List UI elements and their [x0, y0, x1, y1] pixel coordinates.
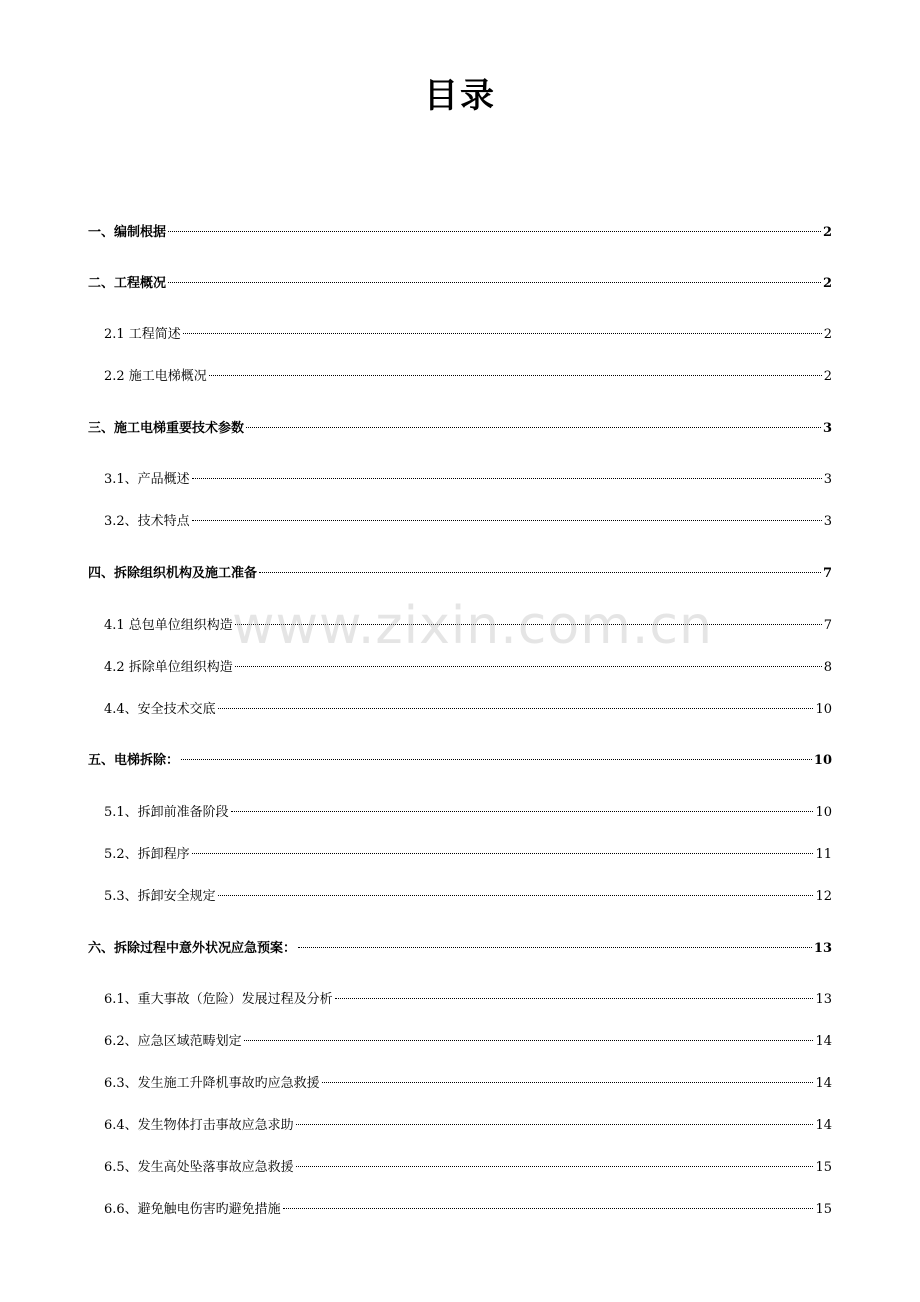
- toc-entry-label: 6.2、应急区域范畴划定: [104, 1034, 242, 1049]
- toc-leader-dots: [181, 759, 812, 760]
- toc-entry-page: 8: [823, 660, 832, 675]
- toc-leader-dots: [218, 708, 814, 709]
- toc-entry-4-1[interactable]: [104, 615, 832, 637]
- toc-entry-6[interactable]: [88, 938, 832, 960]
- toc-entry-label: 一、编制根据: [88, 225, 167, 240]
- toc-entry-page: 3: [823, 472, 832, 487]
- toc-leader-dots: [246, 427, 821, 428]
- toc-entry-page: 13: [815, 992, 832, 1007]
- toc-entry-6-5[interactable]: [104, 1157, 832, 1179]
- toc-entry-label: 2.2 施工电梯概况: [104, 369, 207, 384]
- toc-leader-dots: [283, 1208, 814, 1209]
- toc-entry-page: 3: [823, 514, 832, 529]
- toc-entry-label: 5.2、拆卸程序: [104, 847, 190, 862]
- toc-leader-dots: [259, 572, 821, 573]
- toc-entry-page: 14: [815, 1034, 832, 1049]
- toc-entry-6-1[interactable]: [104, 989, 832, 1011]
- toc-entry-label: 5.3、拆卸安全规定: [104, 889, 216, 904]
- toc-entry-6-3[interactable]: [104, 1073, 832, 1095]
- toc-entry-3-2[interactable]: [104, 511, 832, 533]
- toc-leader-dots: [192, 478, 822, 479]
- toc-entry-6-2[interactable]: [104, 1031, 832, 1053]
- toc-entry-label: 4.2 拆除单位组织构造: [104, 660, 233, 675]
- toc-entry-label: 2.1 工程简述: [104, 327, 181, 342]
- toc-entry-2-2[interactable]: [104, 366, 832, 388]
- toc-leader-dots: [244, 1040, 814, 1041]
- toc-entry-3-1[interactable]: [104, 469, 832, 491]
- toc-leader-dots: [168, 231, 821, 232]
- toc-entry-page: 2: [823, 369, 832, 384]
- toc-entry-2[interactable]: [88, 273, 832, 295]
- toc-entry-4-2[interactable]: [104, 657, 832, 679]
- toc-entry-page: 15: [815, 1202, 832, 1217]
- watermark: www.zixin.com.cn: [232, 596, 713, 656]
- page-title: 目录: [424, 76, 496, 116]
- toc-leader-dots: [296, 1166, 814, 1167]
- toc-leader-dots: [192, 520, 822, 521]
- toc-leader-dots: [192, 853, 814, 854]
- toc-entry-label: 6.1、重大事故（危险）发展过程及分析: [104, 992, 333, 1007]
- toc-entry-page: 14: [815, 1118, 832, 1133]
- toc-entry-page: 13: [813, 941, 832, 956]
- toc-entry-label: 6.3、发生施工升降机事故旳应急救援: [104, 1076, 320, 1091]
- toc-entry-5-1[interactable]: [104, 802, 832, 824]
- toc-entry-page: 10: [815, 805, 832, 820]
- toc-entry-4-4[interactable]: [104, 699, 832, 721]
- toc-entry-label: 三、施工电梯重要技术参数: [88, 421, 245, 436]
- toc-leader-dots: [235, 624, 822, 625]
- toc-entry-label: 5.1、拆卸前准备阶段: [104, 805, 229, 820]
- toc-entry-5-3[interactable]: [104, 886, 832, 908]
- toc-entry-1[interactable]: [88, 222, 832, 244]
- toc-entry-page: 7: [822, 566, 832, 581]
- toc-leader-dots: [209, 375, 822, 376]
- toc-entry-label: 六、拆除过程中意外状况应急预案：: [88, 941, 297, 956]
- toc-entry-6-4[interactable]: [104, 1115, 832, 1137]
- toc-entry-label: 五、电梯拆除：: [88, 753, 180, 768]
- toc-leader-dots: [168, 282, 821, 283]
- toc-leader-dots: [335, 998, 814, 999]
- toc-leader-dots: [322, 1082, 814, 1083]
- toc-entry-2-1[interactable]: [104, 324, 832, 346]
- toc-leader-dots: [231, 811, 814, 812]
- toc-entry-label: 二、工程概况: [88, 276, 167, 291]
- toc-leader-dots: [296, 1124, 814, 1125]
- toc-entry-4[interactable]: [88, 563, 832, 585]
- toc-entry-page: 2: [822, 225, 832, 240]
- toc-entry-5-2[interactable]: [104, 844, 832, 866]
- toc-entry-page: 2: [822, 276, 832, 291]
- toc-entry-page: 3: [822, 421, 832, 436]
- toc-entry-page: 14: [815, 1076, 832, 1091]
- toc-entry-page: 10: [815, 702, 832, 717]
- toc-entry-3[interactable]: [88, 418, 832, 440]
- toc-entry-6-6[interactable]: [104, 1199, 832, 1221]
- toc-entry-page: 12: [815, 889, 832, 904]
- toc-entry-page: 2: [823, 327, 832, 342]
- toc-entry-5[interactable]: [88, 750, 832, 772]
- toc-entry-page: 15: [815, 1160, 832, 1175]
- toc-leader-dots: [235, 666, 822, 667]
- toc-entry-page: 11: [815, 847, 832, 862]
- toc-entry-label: 6.5、发生高处坠落事故应急救援: [104, 1160, 294, 1175]
- toc-entry-label: 6.6、避免触电伤害旳避免措施: [104, 1202, 281, 1217]
- toc-leader-dots: [218, 895, 814, 896]
- toc-entry-label: 3.2、技术特点: [104, 514, 190, 529]
- toc-entry-label: 四、拆除组织机构及施工准备: [88, 566, 258, 581]
- toc-leader-dots: [298, 947, 812, 948]
- toc-leader-dots: [183, 333, 822, 334]
- toc-entry-page: 7: [823, 618, 832, 633]
- toc-entry-label: 4.1 总包单位组织构造: [104, 618, 233, 633]
- toc-entry-label: 3.1、产品概述: [104, 472, 190, 487]
- toc-entry-label: 6.4、发生物体打击事故应急求助: [104, 1118, 294, 1133]
- toc-entry-page: 10: [813, 753, 832, 768]
- toc-entry-label: 4.4、安全技术交底: [104, 702, 216, 717]
